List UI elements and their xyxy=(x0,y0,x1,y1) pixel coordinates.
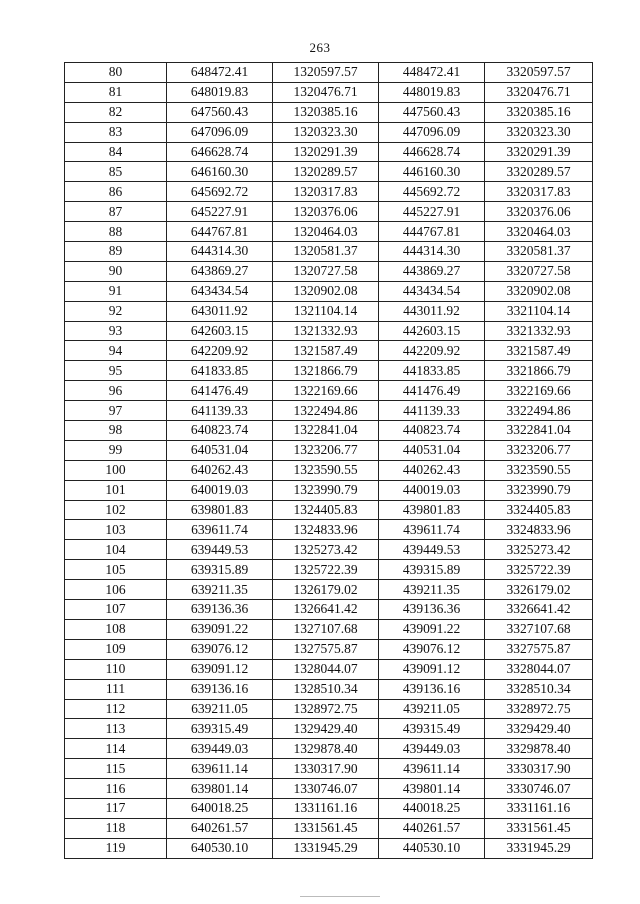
x-coordinate-cell: 639449.03 xyxy=(167,739,273,759)
point-number-cell: 119 xyxy=(65,838,167,858)
y2-coordinate-cell: 3323990.79 xyxy=(485,480,593,500)
point-number-cell: 96 xyxy=(65,381,167,401)
x-coordinate-cell: 646160.30 xyxy=(167,162,273,182)
point-number-cell: 107 xyxy=(65,600,167,620)
y-coordinate-cell: 1328044.07 xyxy=(273,659,379,679)
x-coordinate-cell: 639449.53 xyxy=(167,540,273,560)
x2-coordinate-cell: 439449.53 xyxy=(379,540,485,560)
y-coordinate-cell: 1330746.07 xyxy=(273,779,379,799)
table-row xyxy=(65,421,593,441)
point-number-cell: 97 xyxy=(65,401,167,421)
y2-coordinate-cell: 3321866.79 xyxy=(485,361,593,381)
x-coordinate-cell: 641476.49 xyxy=(167,381,273,401)
table-row xyxy=(65,301,593,321)
y-coordinate-cell: 1323590.55 xyxy=(273,460,379,480)
point-number-cell: 82 xyxy=(65,102,167,122)
point-number-cell: 118 xyxy=(65,818,167,838)
point-number-cell: 114 xyxy=(65,739,167,759)
y2-coordinate-cell: 3320289.57 xyxy=(485,162,593,182)
y2-coordinate-cell: 3327107.68 xyxy=(485,619,593,639)
table-row xyxy=(65,600,593,620)
x-coordinate-cell: 639611.74 xyxy=(167,520,273,540)
x2-coordinate-cell: 440530.10 xyxy=(379,838,485,858)
x-coordinate-cell: 639211.35 xyxy=(167,580,273,600)
point-number-cell: 106 xyxy=(65,580,167,600)
x-coordinate-cell: 639136.16 xyxy=(167,679,273,699)
y2-coordinate-cell: 3328044.07 xyxy=(485,659,593,679)
y2-coordinate-cell: 3321332.93 xyxy=(485,321,593,341)
y2-coordinate-cell: 3325273.42 xyxy=(485,540,593,560)
y2-coordinate-cell: 3320385.16 xyxy=(485,102,593,122)
x2-coordinate-cell: 440261.57 xyxy=(379,818,485,838)
x-coordinate-cell: 644314.30 xyxy=(167,242,273,262)
table-row xyxy=(65,480,593,500)
x2-coordinate-cell: 441476.49 xyxy=(379,381,485,401)
y-coordinate-cell: 1325273.42 xyxy=(273,540,379,560)
y2-coordinate-cell: 3322494.86 xyxy=(485,401,593,421)
point-number-cell: 110 xyxy=(65,659,167,679)
x2-coordinate-cell: 447560.43 xyxy=(379,102,485,122)
x2-coordinate-cell: 443869.27 xyxy=(379,261,485,281)
point-number-cell: 95 xyxy=(65,361,167,381)
x2-coordinate-cell: 440531.04 xyxy=(379,440,485,460)
y-coordinate-cell: 1331561.45 xyxy=(273,818,379,838)
x2-coordinate-cell: 448472.41 xyxy=(379,63,485,83)
y-coordinate-cell: 1320317.83 xyxy=(273,182,379,202)
x2-coordinate-cell: 442209.92 xyxy=(379,341,485,361)
x-coordinate-cell: 645227.91 xyxy=(167,202,273,222)
y2-coordinate-cell: 3331161.16 xyxy=(485,798,593,818)
y-coordinate-cell: 1324833.96 xyxy=(273,520,379,540)
point-number-cell: 87 xyxy=(65,202,167,222)
y-coordinate-cell: 1326179.02 xyxy=(273,580,379,600)
table-row xyxy=(65,659,593,679)
x2-coordinate-cell: 442603.15 xyxy=(379,321,485,341)
y-coordinate-cell: 1330317.90 xyxy=(273,759,379,779)
y2-coordinate-cell: 3320376.06 xyxy=(485,202,593,222)
y-coordinate-cell: 1320902.08 xyxy=(273,281,379,301)
x-coordinate-cell: 646628.74 xyxy=(167,142,273,162)
y2-coordinate-cell: 3330317.90 xyxy=(485,759,593,779)
y-coordinate-cell: 1327575.87 xyxy=(273,639,379,659)
y-coordinate-cell: 1321104.14 xyxy=(273,301,379,321)
x-coordinate-cell: 640531.04 xyxy=(167,440,273,460)
y-coordinate-cell: 1322169.66 xyxy=(273,381,379,401)
table-row xyxy=(65,281,593,301)
x-coordinate-cell: 641139.33 xyxy=(167,401,273,421)
y2-coordinate-cell: 3323206.77 xyxy=(485,440,593,460)
y2-coordinate-cell: 3326179.02 xyxy=(485,580,593,600)
table-row xyxy=(65,162,593,182)
table-row xyxy=(65,560,593,580)
x2-coordinate-cell: 439449.03 xyxy=(379,739,485,759)
x2-coordinate-cell: 439315.89 xyxy=(379,560,485,580)
x-coordinate-cell: 641833.85 xyxy=(167,361,273,381)
point-number-cell: 111 xyxy=(65,679,167,699)
y-coordinate-cell: 1320597.57 xyxy=(273,63,379,83)
y-coordinate-cell: 1320323.30 xyxy=(273,122,379,142)
x-coordinate-cell: 643869.27 xyxy=(167,261,273,281)
x2-coordinate-cell: 440262.43 xyxy=(379,460,485,480)
y2-coordinate-cell: 3330746.07 xyxy=(485,779,593,799)
point-number-cell: 105 xyxy=(65,560,167,580)
point-number-cell: 89 xyxy=(65,242,167,262)
y2-coordinate-cell: 3324833.96 xyxy=(485,520,593,540)
point-number-cell: 116 xyxy=(65,779,167,799)
x2-coordinate-cell: 439211.35 xyxy=(379,580,485,600)
table-row xyxy=(65,361,593,381)
y2-coordinate-cell: 3320323.30 xyxy=(485,122,593,142)
y2-coordinate-cell: 3321104.14 xyxy=(485,301,593,321)
page-number: 263 xyxy=(309,40,331,55)
table-row xyxy=(65,500,593,520)
x2-coordinate-cell: 445227.91 xyxy=(379,202,485,222)
x-coordinate-cell: 640262.43 xyxy=(167,460,273,480)
x-coordinate-cell: 639315.89 xyxy=(167,560,273,580)
table-row xyxy=(65,779,593,799)
x2-coordinate-cell: 441139.33 xyxy=(379,401,485,421)
y-coordinate-cell: 1321866.79 xyxy=(273,361,379,381)
point-number-cell: 99 xyxy=(65,440,167,460)
x-coordinate-cell: 639801.14 xyxy=(167,779,273,799)
coordinates-table-body xyxy=(65,63,593,859)
y-coordinate-cell: 1329429.40 xyxy=(273,719,379,739)
x2-coordinate-cell: 439611.14 xyxy=(379,759,485,779)
y-coordinate-cell: 1320385.16 xyxy=(273,102,379,122)
table-row xyxy=(65,122,593,142)
point-number-cell: 92 xyxy=(65,301,167,321)
table-row xyxy=(65,401,593,421)
table-row xyxy=(65,82,593,102)
x2-coordinate-cell: 439801.83 xyxy=(379,500,485,520)
point-number-cell: 112 xyxy=(65,699,167,719)
y2-coordinate-cell: 3323590.55 xyxy=(485,460,593,480)
point-number-cell: 85 xyxy=(65,162,167,182)
x2-coordinate-cell: 439211.05 xyxy=(379,699,485,719)
y2-coordinate-cell: 3320581.37 xyxy=(485,242,593,262)
x2-coordinate-cell: 440823.74 xyxy=(379,421,485,441)
point-number-cell: 90 xyxy=(65,261,167,281)
x2-coordinate-cell: 439091.22 xyxy=(379,619,485,639)
footer-divider xyxy=(300,896,380,897)
y-coordinate-cell: 1320291.39 xyxy=(273,142,379,162)
y2-coordinate-cell: 3329429.40 xyxy=(485,719,593,739)
point-number-cell: 100 xyxy=(65,460,167,480)
table-row xyxy=(65,341,593,361)
y2-coordinate-cell: 3320464.03 xyxy=(485,222,593,242)
y2-coordinate-cell: 3322841.04 xyxy=(485,421,593,441)
point-number-cell: 94 xyxy=(65,341,167,361)
table-row xyxy=(65,580,593,600)
table-row xyxy=(65,699,593,719)
x2-coordinate-cell: 439801.14 xyxy=(379,779,485,799)
x-coordinate-cell: 639801.83 xyxy=(167,500,273,520)
point-number-cell: 103 xyxy=(65,520,167,540)
x2-coordinate-cell: 448019.83 xyxy=(379,82,485,102)
y-coordinate-cell: 1325722.39 xyxy=(273,560,379,580)
coordinates-table xyxy=(64,62,593,859)
table-row xyxy=(65,619,593,639)
y2-coordinate-cell: 3327575.87 xyxy=(485,639,593,659)
table-row xyxy=(65,818,593,838)
y2-coordinate-cell: 3320291.39 xyxy=(485,142,593,162)
point-number-cell: 83 xyxy=(65,122,167,142)
x2-coordinate-cell: 443434.54 xyxy=(379,281,485,301)
y2-coordinate-cell: 3329878.40 xyxy=(485,739,593,759)
point-number-cell: 109 xyxy=(65,639,167,659)
x-coordinate-cell: 640018.25 xyxy=(167,798,273,818)
point-number-cell: 113 xyxy=(65,719,167,739)
point-number-cell: 115 xyxy=(65,759,167,779)
y-coordinate-cell: 1324405.83 xyxy=(273,500,379,520)
y2-coordinate-cell: 3331561.45 xyxy=(485,818,593,838)
y2-coordinate-cell: 3320597.57 xyxy=(485,63,593,83)
x-coordinate-cell: 639091.12 xyxy=(167,659,273,679)
x-coordinate-cell: 642603.15 xyxy=(167,321,273,341)
table-row xyxy=(65,679,593,699)
y-coordinate-cell: 1323206.77 xyxy=(273,440,379,460)
x2-coordinate-cell: 446628.74 xyxy=(379,142,485,162)
y-coordinate-cell: 1320376.06 xyxy=(273,202,379,222)
table-row xyxy=(65,182,593,202)
x2-coordinate-cell: 440019.03 xyxy=(379,480,485,500)
table-row xyxy=(65,540,593,560)
y2-coordinate-cell: 3328972.75 xyxy=(485,699,593,719)
x-coordinate-cell: 640823.74 xyxy=(167,421,273,441)
point-number-cell: 102 xyxy=(65,500,167,520)
y2-coordinate-cell: 3320902.08 xyxy=(485,281,593,301)
x-coordinate-cell: 648019.83 xyxy=(167,82,273,102)
x2-coordinate-cell: 441833.85 xyxy=(379,361,485,381)
x2-coordinate-cell: 439611.74 xyxy=(379,520,485,540)
y2-coordinate-cell: 3331945.29 xyxy=(485,838,593,858)
x-coordinate-cell: 644767.81 xyxy=(167,222,273,242)
table-row xyxy=(65,202,593,222)
table-row xyxy=(65,520,593,540)
y-coordinate-cell: 1331945.29 xyxy=(273,838,379,858)
point-number-cell: 81 xyxy=(65,82,167,102)
point-number-cell: 117 xyxy=(65,798,167,818)
point-number-cell: 80 xyxy=(65,63,167,83)
y-coordinate-cell: 1320289.57 xyxy=(273,162,379,182)
point-number-cell: 93 xyxy=(65,321,167,341)
table-row xyxy=(65,460,593,480)
x2-coordinate-cell: 439136.16 xyxy=(379,679,485,699)
y-coordinate-cell: 1331161.16 xyxy=(273,798,379,818)
y-coordinate-cell: 1328510.34 xyxy=(273,679,379,699)
table-row xyxy=(65,242,593,262)
x-coordinate-cell: 639315.49 xyxy=(167,719,273,739)
x2-coordinate-cell: 443011.92 xyxy=(379,301,485,321)
y2-coordinate-cell: 3320476.71 xyxy=(485,82,593,102)
y-coordinate-cell: 1323990.79 xyxy=(273,480,379,500)
x2-coordinate-cell: 439136.36 xyxy=(379,600,485,620)
y2-coordinate-cell: 3322169.66 xyxy=(485,381,593,401)
x-coordinate-cell: 639076.12 xyxy=(167,639,273,659)
x-coordinate-cell: 640019.03 xyxy=(167,480,273,500)
point-number-cell: 101 xyxy=(65,480,167,500)
table-row xyxy=(65,440,593,460)
y2-coordinate-cell: 3325722.39 xyxy=(485,560,593,580)
table-row xyxy=(65,759,593,779)
y-coordinate-cell: 1320727.58 xyxy=(273,261,379,281)
table-row xyxy=(65,102,593,122)
y-coordinate-cell: 1321587.49 xyxy=(273,341,379,361)
x-coordinate-cell: 643011.92 xyxy=(167,301,273,321)
x-coordinate-cell: 647096.09 xyxy=(167,122,273,142)
table-row xyxy=(65,719,593,739)
x2-coordinate-cell: 447096.09 xyxy=(379,122,485,142)
y-coordinate-cell: 1329878.40 xyxy=(273,739,379,759)
table-row xyxy=(65,63,593,83)
table-row xyxy=(65,798,593,818)
x-coordinate-cell: 639136.36 xyxy=(167,600,273,620)
table-row xyxy=(65,739,593,759)
y2-coordinate-cell: 3328510.34 xyxy=(485,679,593,699)
table-row xyxy=(65,222,593,242)
y2-coordinate-cell: 3324405.83 xyxy=(485,500,593,520)
table-row xyxy=(65,381,593,401)
x2-coordinate-cell: 445692.72 xyxy=(379,182,485,202)
x-coordinate-cell: 647560.43 xyxy=(167,102,273,122)
x2-coordinate-cell: 444314.30 xyxy=(379,242,485,262)
x2-coordinate-cell: 439091.12 xyxy=(379,659,485,679)
x-coordinate-cell: 645692.72 xyxy=(167,182,273,202)
x-coordinate-cell: 643434.54 xyxy=(167,281,273,301)
table-row xyxy=(65,261,593,281)
y2-coordinate-cell: 3320727.58 xyxy=(485,261,593,281)
x2-coordinate-cell: 439076.12 xyxy=(379,639,485,659)
x2-coordinate-cell: 444767.81 xyxy=(379,222,485,242)
y2-coordinate-cell: 3326641.42 xyxy=(485,600,593,620)
x-coordinate-cell: 639211.05 xyxy=(167,699,273,719)
y2-coordinate-cell: 3321587.49 xyxy=(485,341,593,361)
x-coordinate-cell: 639611.14 xyxy=(167,759,273,779)
y-coordinate-cell: 1327107.68 xyxy=(273,619,379,639)
point-number-cell: 104 xyxy=(65,540,167,560)
x2-coordinate-cell: 439315.49 xyxy=(379,719,485,739)
y-coordinate-cell: 1320464.03 xyxy=(273,222,379,242)
point-number-cell: 88 xyxy=(65,222,167,242)
x-coordinate-cell: 639091.22 xyxy=(167,619,273,639)
x2-coordinate-cell: 446160.30 xyxy=(379,162,485,182)
table-row xyxy=(65,142,593,162)
y-coordinate-cell: 1328972.75 xyxy=(273,699,379,719)
x-coordinate-cell: 640530.10 xyxy=(167,838,273,858)
point-number-cell: 98 xyxy=(65,421,167,441)
y-coordinate-cell: 1322841.04 xyxy=(273,421,379,441)
table-row xyxy=(65,639,593,659)
x-coordinate-cell: 648472.41 xyxy=(167,63,273,83)
point-number-cell: 84 xyxy=(65,142,167,162)
y-coordinate-cell: 1320581.37 xyxy=(273,242,379,262)
table-row xyxy=(65,838,593,858)
y-coordinate-cell: 1322494.86 xyxy=(273,401,379,421)
x-coordinate-cell: 640261.57 xyxy=(167,818,273,838)
y-coordinate-cell: 1321332.93 xyxy=(273,321,379,341)
point-number-cell: 108 xyxy=(65,619,167,639)
y-coordinate-cell: 1320476.71 xyxy=(273,82,379,102)
x-coordinate-cell: 642209.92 xyxy=(167,341,273,361)
x2-coordinate-cell: 440018.25 xyxy=(379,798,485,818)
point-number-cell: 86 xyxy=(65,182,167,202)
y-coordinate-cell: 1326641.42 xyxy=(273,600,379,620)
point-number-cell: 91 xyxy=(65,281,167,301)
table-row xyxy=(65,321,593,341)
y2-coordinate-cell: 3320317.83 xyxy=(485,182,593,202)
